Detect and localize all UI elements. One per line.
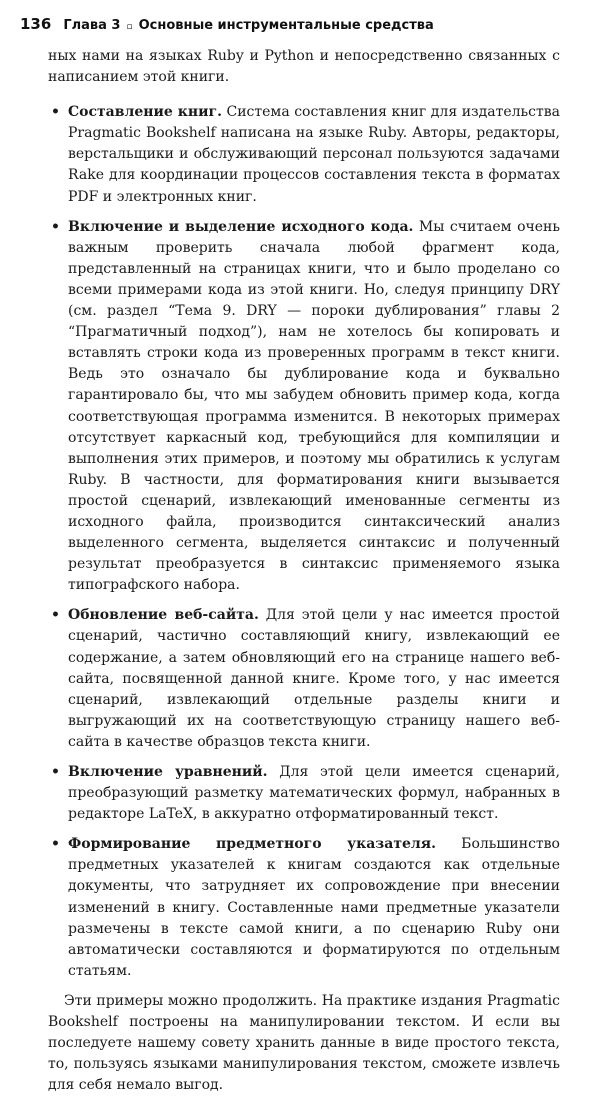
bullet-icon: • [51, 104, 60, 121]
bullet-icon: • [51, 764, 60, 780]
bullet-icon: • [51, 218, 60, 235]
list-item-text: Большинство предметных указателей к книгам создаются как отдельные документы, что затрудняет их сопровождение при внесении изменений в книгу. Составленные нами предметные указатели размечены в тексте самой книги, а по сценарию Ruby они автоматически составляются и форматируются по отдельным статьям. [68, 836, 560, 979]
closing-paragraph: Эти примеры можно продолжить. На практике издания Pragmatic Bookshelf построены на манипулировании текстом. И если вы последуете нашему совету хранить данные в виде простого текста, то, пользуясь языками манипулирования текстом, сможете извлечь для себя немало выгод. [48, 992, 560, 1094]
list-item-title: Обновление веб-сайта. [68, 607, 259, 624]
list-item-text: Для этой цели имеется сценарий, преобразующий разметку математических формул, набранных в редакторе LaTeX, в аккуратно отформатированный текст. [68, 764, 560, 823]
list-item-title: Формирование предметного указателя. [68, 836, 436, 853]
page-number: 136 [20, 15, 52, 33]
list-item-text: Для этой цели у нас имеется простой сценарий, частично составляющий книгу, извлекающий ее содержание, а затем обновляющий его на странице нашего веб-сайта, посвященной данной книге. Кроме того, у нас имеется сценарий, извлекающий отдельные разделы книги и выгружающий их на соответствующую страницу нашего веб-сайта в качестве образцов текста книги. [68, 607, 561, 750]
page-body [48, 46, 560, 1096]
header-separator-icon: ▫ [126, 22, 133, 32]
running-head [20, 15, 580, 33]
list-item [48, 834, 560, 982]
list-item-text: Мы считаем очень важным проверить сначала любой фрагмент кода, представленный на страницах книги, что и было проделано со всеми примерами кода из этой книги. Но, следуя принципу DRY (см. раздел “Тема 9. DRY — пороки дублирования” главы 2 “Прагматичный подход”), нам не хотелось бы копировать и вставлять строки кода из проверенных программ в текст книги. Ведь это означало бы дублирование кода и буквально гарантировало бы, что мы забудем обновить пример кода, когда соответствующая программа изменится. В некоторых примерах отсутствует каркасный код, требующийся для компиляции и выполнения этих примеров, и поэтому мы обратились к услугам Ruby. В частности, для форматирования книги вызывается простой сценарий, извлекающий именованные сегменты из исходного файла, производится синтаксический анализ выделенного сегмента, выделяется синтаксис и полученный результат преобразуется в синтаксис применяемого языка типографского набора. [68, 218, 560, 594]
list-item-title: Составление книг. [68, 104, 222, 121]
list-item [48, 102, 560, 207]
lead-paragraph: ных нами на языках Ruby и Python и непосредственно связанных с написанием этой книги. [48, 48, 560, 86]
list-item-title: Включение уравнений. [68, 764, 268, 780]
list-item-text: Система составления книг для издательства Pragmatic Bookshelf написана на языке Ruby. Авторы, редакторы, верстальщики и обслуживающий персонал пользуются задачами Rake для координации процессов составления текста в форматах PDF и электронных книг. [68, 104, 560, 205]
bullet-icon: • [51, 836, 60, 853]
list-item [48, 605, 560, 753]
bullet-list [48, 102, 560, 982]
chapter-title: Основные инструментальные средства [138, 18, 434, 33]
list-item [48, 217, 560, 597]
list-item-title: Включение и выделение исходного кода. [68, 218, 414, 235]
bullet-icon: • [51, 607, 60, 624]
list-item [48, 762, 560, 825]
chapter-label: Глава 3 [63, 18, 121, 33]
